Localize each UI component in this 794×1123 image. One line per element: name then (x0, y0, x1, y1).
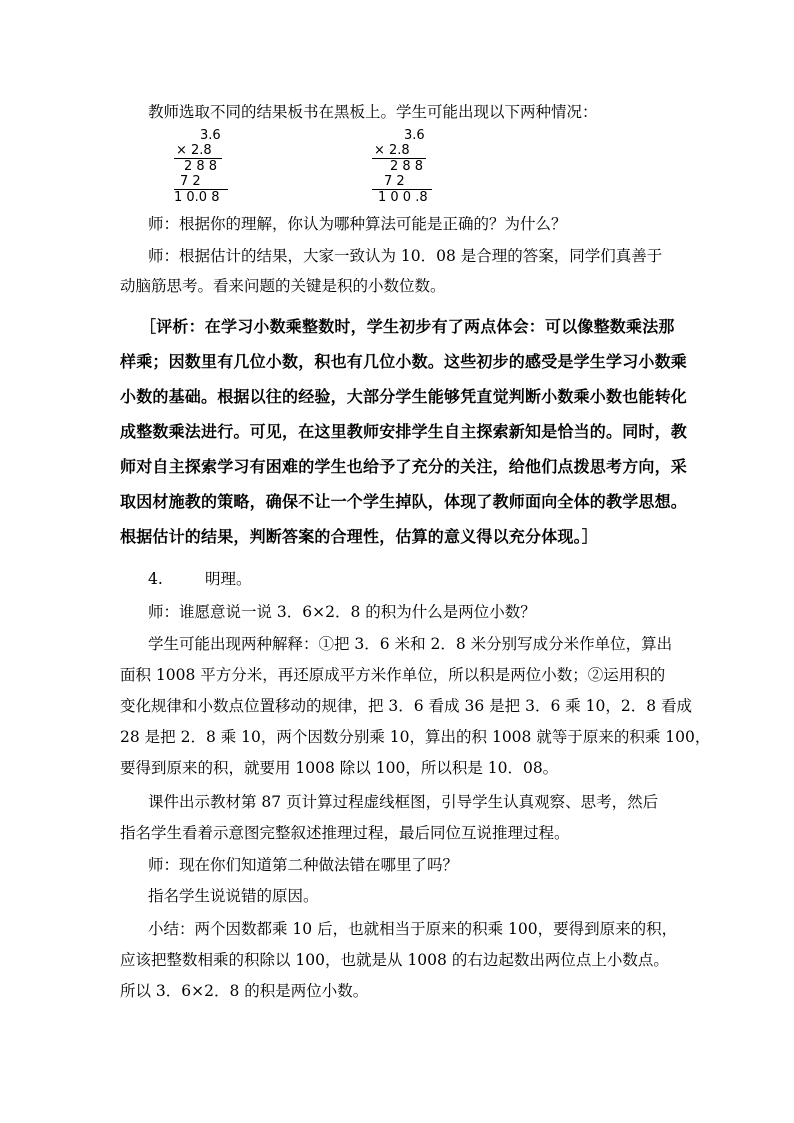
commentary-line-7: 根据估计的结果，判断答案的合理性，估算的意义得以充分体现。］ (120, 527, 599, 546)
courseware-line-1: 课件出示教材第 87 页计算过程虚线框图，引导学生认真观察、思考，然后 (148, 793, 659, 811)
reason-prompt: 指名学生说说错的原因。 (148, 887, 319, 905)
explain-line-1: 学生可能出现两种解释：①把 3．6 米和 2．8 米分别写成分米作单位，算出 (148, 635, 673, 653)
section-4-title: 明理。 (205, 570, 252, 588)
para-estimate-line-1: 师：根据估计的结果，大家一致认为 10．08 是合理的答案，同学们真善于 (148, 247, 663, 265)
calc-right-multiplier: × 2.8 (374, 143, 410, 158)
calc-right (370, 128, 440, 208)
commentary-line-1: ［评析：在学习小数乘整数时，学生初步有了两点体会：可以像整数乘法那 (140, 317, 675, 336)
summary-line-2: 应该把整数相乘的积除以 100，也就是从 1008 的右边起数出两位点上小数点。 (120, 951, 669, 969)
calc-left-result: 1 0.0 8 (174, 190, 220, 205)
calc-left-partial2: 7 2 (180, 174, 201, 189)
courseware-line-2: 指名学生看着示意图完整叙述推理过程，最后同位互说推理过程。 (120, 824, 570, 842)
commentary-line-3: 小数的基础。根据以往的经验，大部分学生能够凭直觉判断小数乘小数也能转化 (120, 387, 688, 406)
calc-right-partial2: 7 2 (384, 174, 405, 189)
explain-line-4: 28 是把 2．8 乘 10，两个因数分别乘 10，算出的积 1008 就等于原来的积乘 100， (120, 728, 711, 746)
calc-right-result: 1 0 0 .8 (378, 190, 428, 205)
calc-left-partial1: 2 8 8 (184, 159, 218, 174)
calc-right-multiplicand: 3.6 (404, 128, 425, 143)
calc-left (172, 128, 236, 208)
explain-line-3: 变化规律和小数点位置移动的规律，把 3．6 看成 36 是把 3．6 乘 10，2．8 看成 (120, 697, 693, 715)
commentary-line-6: 取因材施教的策略，确保不让一个学生掉队，体现了教师面向全体的教学思想。 (120, 492, 688, 511)
commentary-line-5: 师对自主探索学习有困难的学生也给予了充分的关注，给他们点拨思考方向，采 (120, 457, 688, 476)
summary-line-3: 所以 3．6×2．8 的积是两位小数。 (120, 982, 369, 1000)
calc-right-partial1: 2 8 8 (390, 159, 424, 174)
explain-line-2: 面积 1008 平方分米，再还原成平方米作单位，所以积是两位小数；②运用积的 (120, 666, 666, 684)
section-4-number: 4. (148, 570, 163, 588)
calc-left-multiplier: × 2.8 (176, 143, 212, 158)
question-why: 师：谁愿意说一说 3．6×2．8 的积为什么是两位小数？ (148, 603, 536, 621)
intro-text: 教师选取不同的结果板书在黑板上。学生可能出现以下两种情况： (148, 103, 598, 121)
summary-line-1: 小结：两个因数都乘 10 后，也就相当于原来的积乘 100，要得到原来的积， (148, 920, 678, 938)
explain-line-5: 要得到原来的积，就要用 1008 除以 100，所以积是 10．08。 (120, 759, 559, 777)
para-estimate-line-2: 动脑筋思考。看来问题的关键是积的小数位数。 (120, 277, 446, 295)
para-question: 师：根据你的理解，你认为哪种算法可能是正确的？为什么？ (148, 215, 567, 233)
commentary-line-2: 样乘；因数里有几位小数，积也有几位小数。这些初步的感受是学生学习小数乘 (120, 352, 688, 371)
commentary-line-4: 成整数乘法进行。可见，在这里教师安排学生自主探索新知是恰当的。同时，教 (120, 422, 688, 441)
question-error: 师：现在你们知道第二种做法错在哪里了吗？ (148, 856, 459, 874)
calc-left-multiplicand: 3.6 (200, 128, 221, 143)
